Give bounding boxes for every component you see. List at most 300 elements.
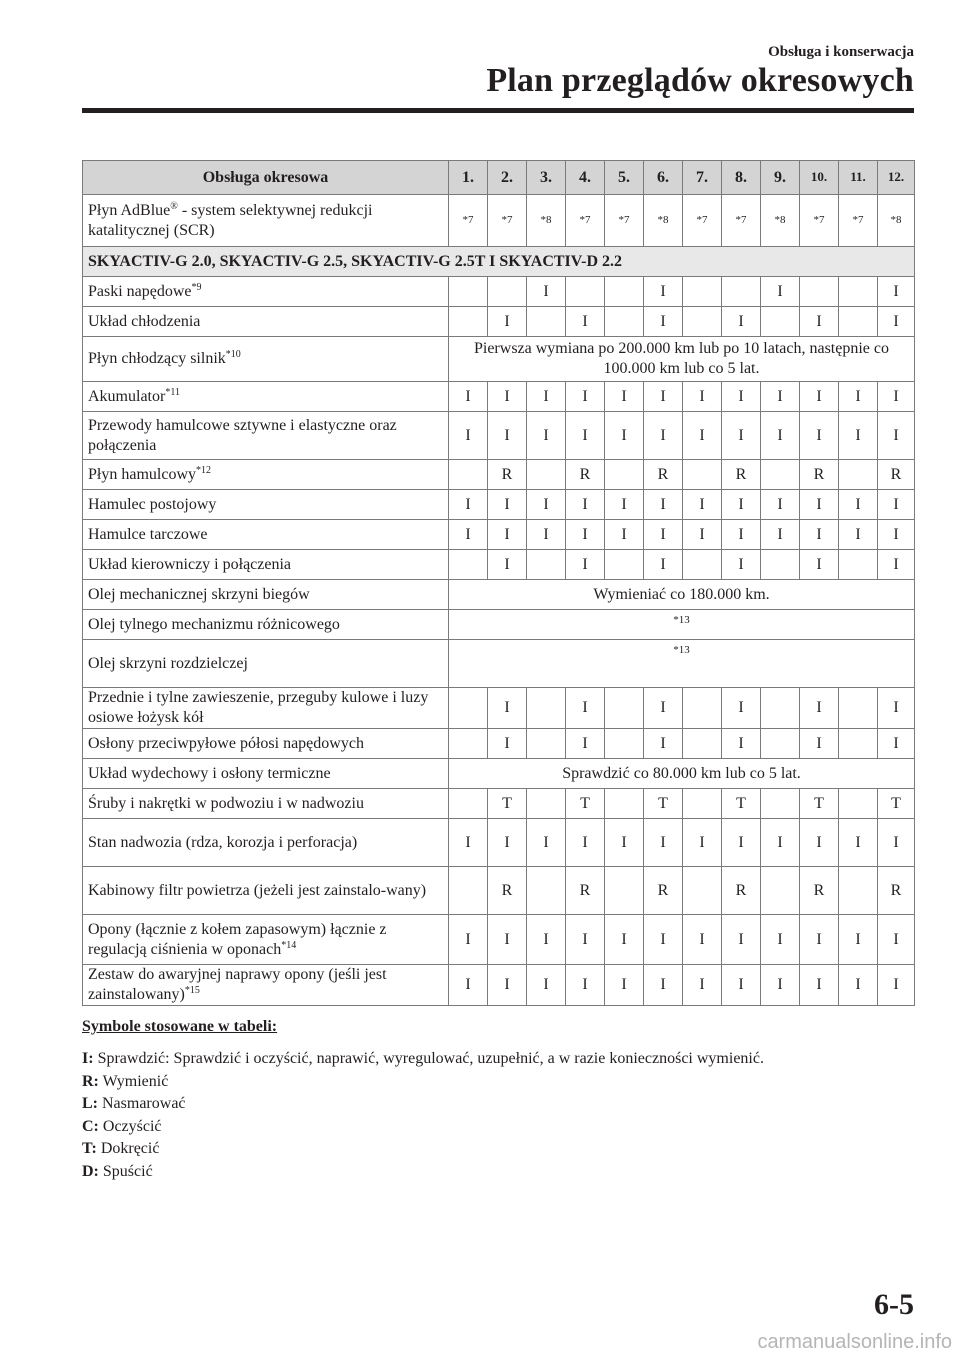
- row-label: [83, 610, 449, 640]
- row-label-text: - system selektywnej redukcji katalitycznej (SCR): [88, 201, 373, 239]
- schedule-cell: [683, 789, 722, 819]
- schedule-cell: R: [878, 867, 915, 915]
- footnote-ref-cell: *7: [449, 195, 488, 247]
- table-row: [83, 915, 915, 965]
- page-title: Plan przeglądów okresowych: [486, 62, 914, 99]
- table-row: [83, 819, 915, 867]
- schedule-cell: R: [722, 867, 761, 915]
- schedule-cell: I: [566, 412, 605, 460]
- schedule-cell: T: [800, 789, 839, 819]
- schedule-cell: I: [683, 819, 722, 867]
- schedule-cell: [683, 307, 722, 337]
- schedule-cell: I: [800, 490, 839, 520]
- legend-text: Wymienić: [102, 1072, 169, 1090]
- row-label: [83, 915, 449, 965]
- schedule-cell: I: [644, 277, 683, 307]
- schedule-cell: I: [566, 520, 605, 550]
- row-label: [83, 195, 449, 247]
- schedule-cell: I: [644, 550, 683, 580]
- schedule-cell: [605, 307, 644, 337]
- schedule-cell: [839, 789, 878, 819]
- footnote-ref-cell: *8: [761, 195, 800, 247]
- legend-item: [82, 1093, 764, 1116]
- schedule-cell: [605, 550, 644, 580]
- schedule-cell: I: [527, 412, 566, 460]
- schedule-cell: R: [800, 460, 839, 490]
- row-label-text: Opony (łącznie z kołem zapasowym) łącznie z regulacją ciśnienia w oponach: [88, 920, 387, 958]
- schedule-cell: I: [449, 382, 488, 412]
- schedule-cell: R: [800, 867, 839, 915]
- schedule-cell: I: [878, 819, 915, 867]
- row-label-text: Paski napędowe: [88, 282, 192, 300]
- footnote-marker: *11: [165, 386, 180, 398]
- row-label: [83, 490, 449, 520]
- schedule-cell: T: [722, 789, 761, 819]
- schedule-cell: [800, 277, 839, 307]
- schedule-cell: I: [800, 688, 839, 729]
- table-row: [83, 307, 915, 337]
- schedule-cell: I: [878, 490, 915, 520]
- maintenance-schedule-table: [82, 160, 915, 1006]
- schedule-cell: [605, 460, 644, 490]
- schedule-cell: I: [683, 965, 722, 1006]
- footnote-ref-cell: *8: [527, 195, 566, 247]
- table-row: [83, 965, 915, 1006]
- row-label: [83, 759, 449, 789]
- schedule-cell: I: [839, 819, 878, 867]
- schedule-cell: I: [488, 915, 527, 965]
- section-heading: Obsługa i konserwacja: [768, 44, 914, 60]
- footnote-ref-cell: *8: [878, 195, 915, 247]
- schedule-cell: I: [800, 520, 839, 550]
- schedule-cell: I: [644, 819, 683, 867]
- schedule-cell: I: [800, 307, 839, 337]
- table-row: [83, 277, 915, 307]
- schedule-cell: I: [878, 382, 915, 412]
- schedule-cell: I: [683, 382, 722, 412]
- schedule-cell: I: [449, 520, 488, 550]
- schedule-cell: I: [722, 915, 761, 965]
- schedule-cell: R: [722, 460, 761, 490]
- column-header-service: Obsługa okresowa: [83, 161, 449, 195]
- schedule-cell: I: [605, 915, 644, 965]
- schedule-cell: I: [878, 915, 915, 965]
- schedule-cell: [605, 867, 644, 915]
- schedule-cell: I: [878, 688, 915, 729]
- schedule-cell: I: [761, 277, 800, 307]
- schedule-cell: I: [878, 550, 915, 580]
- schedule-cell: I: [878, 277, 915, 307]
- schedule-cell: [449, 277, 488, 307]
- interval-header: 1.: [449, 161, 488, 195]
- schedule-cell: I: [800, 965, 839, 1006]
- schedule-cell: I: [488, 490, 527, 520]
- interval-header: 8.: [722, 161, 761, 195]
- watermark: carmanualsonline.info: [757, 1331, 952, 1353]
- schedule-cell: [527, 550, 566, 580]
- schedule-cell: I: [488, 382, 527, 412]
- row-label-text: Zestaw do awaryjnej naprawy opony (jeśli jest zainstalowany): [88, 966, 387, 1003]
- row-label: [83, 460, 449, 490]
- footnote-ref-cell: *8: [644, 195, 683, 247]
- schedule-cell: I: [761, 965, 800, 1006]
- schedule-cell: I: [839, 382, 878, 412]
- schedule-cell: [722, 277, 761, 307]
- schedule-cell: I: [722, 490, 761, 520]
- schedule-cell: I: [878, 307, 915, 337]
- schedule-cell: [527, 729, 566, 759]
- table-row: [83, 460, 915, 490]
- table-row: [83, 610, 915, 640]
- row-label: [83, 382, 449, 412]
- schedule-cell: [566, 277, 605, 307]
- schedule-cell: I: [527, 490, 566, 520]
- footnote-marker: *10: [225, 349, 241, 360]
- row-label-text: Olej skrzyni rozdzielczej: [88, 654, 248, 672]
- schedule-cell: I: [722, 307, 761, 337]
- schedule-cell: [683, 277, 722, 307]
- schedule-cell: [839, 729, 878, 759]
- schedule-cell: [449, 550, 488, 580]
- footnote-marker: *15: [184, 985, 200, 996]
- row-label: [83, 819, 449, 867]
- schedule-cell: I: [644, 382, 683, 412]
- schedule-cell: I: [449, 965, 488, 1006]
- interval-header: 7.: [683, 161, 722, 195]
- schedule-cell: I: [800, 412, 839, 460]
- row-label-text: Układ chłodzenia: [88, 312, 201, 330]
- schedule-cell: I: [761, 819, 800, 867]
- row-label: [83, 965, 449, 1006]
- schedule-cell: I: [878, 965, 915, 1006]
- row-label: [83, 412, 449, 460]
- row-label-text: Osłony przeciwpyłowe półosi napędowych: [88, 734, 364, 752]
- row-label: [83, 640, 449, 688]
- schedule-note: Pierwsza wymiana po 200.000 km lub po 10 latach, następnie co 100.000 km lub co 5 lat.: [449, 337, 915, 382]
- row-label-text: Płyn hamulcowy: [88, 465, 196, 483]
- legend-key: D:: [82, 1162, 99, 1180]
- legend-item: [82, 1138, 764, 1161]
- schedule-cell: [839, 688, 878, 729]
- legend-text: Sprawdzić: Sprawdzić i oczyścić, naprawić, wyregulować, uzupełnić, a w razie konieczności wymienić.: [97, 1050, 764, 1067]
- schedule-cell: [761, 729, 800, 759]
- interval-header: 5.: [605, 161, 644, 195]
- schedule-cell: I: [527, 915, 566, 965]
- schedule-cell: I: [566, 819, 605, 867]
- table-row: [83, 729, 915, 759]
- schedule-cell: [527, 307, 566, 337]
- schedule-cell: I: [722, 819, 761, 867]
- schedule-cell: I: [566, 550, 605, 580]
- footnote-ref-cell: *7: [683, 195, 722, 247]
- schedule-cell: I: [839, 965, 878, 1006]
- footnote-marker: *14: [281, 939, 297, 951]
- schedule-cell: I: [722, 688, 761, 729]
- schedule-cell: R: [878, 460, 915, 490]
- legend-text: Oczyścić: [102, 1117, 162, 1135]
- table-row: [83, 789, 915, 819]
- schedule-cell: I: [566, 729, 605, 759]
- row-label-text: Akumulator: [88, 387, 166, 405]
- row-label-text: Płyn AdBlue: [88, 201, 171, 219]
- schedule-cell: I: [761, 915, 800, 965]
- schedule-cell: I: [527, 520, 566, 550]
- table-row: [83, 867, 915, 915]
- legend-key: C:: [82, 1117, 99, 1135]
- schedule-cell: I: [761, 412, 800, 460]
- schedule-cell: I: [566, 382, 605, 412]
- table-row: [83, 382, 915, 412]
- schedule-cell: I: [878, 520, 915, 550]
- legend-item: [82, 1048, 764, 1071]
- schedule-cell: I: [722, 729, 761, 759]
- schedule-cell: R: [566, 867, 605, 915]
- table-row: [83, 580, 915, 610]
- legend-key: I:: [82, 1050, 94, 1067]
- schedule-cell: T: [566, 789, 605, 819]
- row-label: [83, 729, 449, 759]
- schedule-cell: I: [878, 729, 915, 759]
- legend-title: Symbole stosowane w tabeli:: [82, 1018, 278, 1035]
- schedule-cell: [761, 688, 800, 729]
- legend-key: T:: [82, 1140, 97, 1157]
- schedule-note: Sprawdzić co 80.000 km lub co 5 lat.: [449, 759, 915, 789]
- schedule-cell: [683, 688, 722, 729]
- registered-mark: ®: [170, 200, 178, 212]
- row-label: [83, 550, 449, 580]
- schedule-cell: [527, 867, 566, 915]
- schedule-cell: I: [605, 520, 644, 550]
- row-label: [83, 520, 449, 550]
- schedule-cell: [839, 277, 878, 307]
- interval-header: 10.: [800, 161, 839, 195]
- schedule-cell: I: [722, 965, 761, 1006]
- table-row: [83, 520, 915, 550]
- row-label-text: Stan nadwozia (rdza, korozja i perforacja): [88, 833, 358, 851]
- footnote-marker: *9: [191, 281, 202, 293]
- schedule-cell: I: [449, 915, 488, 965]
- row-label-text: Układ wydechowy i osłony termiczne: [88, 764, 331, 782]
- schedule-cell: [761, 460, 800, 490]
- row-label: [83, 580, 449, 610]
- schedule-cell: I: [722, 520, 761, 550]
- table-row: [83, 337, 915, 382]
- schedule-cell: I: [605, 965, 644, 1006]
- schedule-cell: I: [566, 307, 605, 337]
- row-label-text: Hamulce tarczowe: [88, 525, 208, 543]
- schedule-cell: [761, 307, 800, 337]
- interval-header: 6.: [644, 161, 683, 195]
- interval-header: 4.: [566, 161, 605, 195]
- table-row: [83, 640, 915, 688]
- schedule-cell: [449, 729, 488, 759]
- engine-section-title: SKYACTIV-G 2.0, SKYACTIV-G 2.5, SKYACTIV-G 2.5T I SKYACTIV-D 2.2: [83, 247, 915, 277]
- row-label: [83, 789, 449, 819]
- schedule-cell: R: [488, 460, 527, 490]
- table-row: [83, 195, 915, 247]
- schedule-cell: [839, 307, 878, 337]
- table-row: [83, 550, 915, 580]
- schedule-cell: [839, 550, 878, 580]
- row-label: [83, 277, 449, 307]
- schedule-cell: I: [683, 412, 722, 460]
- schedule-cell: I: [449, 819, 488, 867]
- schedule-cell: I: [644, 490, 683, 520]
- schedule-cell: [449, 789, 488, 819]
- row-label-text: Olej tylnego mechanizmu różnicowego: [88, 615, 340, 633]
- schedule-cell: R: [566, 460, 605, 490]
- page-number: 6-5: [874, 1288, 914, 1321]
- schedule-cell: I: [644, 307, 683, 337]
- schedule-cell: I: [800, 915, 839, 965]
- schedule-cell: [839, 460, 878, 490]
- row-label-text: Kabinowy filtr powietrza (jeżeli jest zainstalo-wany): [88, 881, 427, 899]
- schedule-cell: I: [644, 688, 683, 729]
- table-row: [83, 412, 915, 460]
- schedule-cell: I: [605, 382, 644, 412]
- schedule-cell: I: [527, 965, 566, 1006]
- schedule-cell: I: [800, 550, 839, 580]
- schedule-cell: I: [839, 490, 878, 520]
- schedule-cell: [761, 867, 800, 915]
- schedule-cell: I: [605, 412, 644, 460]
- row-label-text: Przewody hamulcowe sztywne i elastyczne oraz połączenia: [88, 416, 397, 454]
- schedule-cell: I: [488, 729, 527, 759]
- schedule-cell: I: [488, 550, 527, 580]
- schedule-cell: [449, 867, 488, 915]
- schedule-cell: I: [566, 490, 605, 520]
- row-label-text: Przednie i tylne zawieszenie, przeguby kulowe i luzy osiowe łożysk kół: [88, 689, 429, 726]
- schedule-cell: I: [566, 965, 605, 1006]
- legend-item: [82, 1071, 764, 1094]
- schedule-cell: I: [644, 965, 683, 1006]
- schedule-cell: I: [800, 729, 839, 759]
- row-label: [83, 337, 449, 382]
- schedule-cell: I: [722, 382, 761, 412]
- engine-section-row: [83, 247, 915, 277]
- schedule-cell: I: [449, 412, 488, 460]
- table-row: [83, 759, 915, 789]
- schedule-cell: I: [761, 520, 800, 550]
- schedule-cell: [449, 688, 488, 729]
- interval-header: 9.: [761, 161, 800, 195]
- schedule-cell: I: [527, 382, 566, 412]
- schedule-cell: T: [644, 789, 683, 819]
- footnote-ref-cell: *7: [800, 195, 839, 247]
- schedule-cell: [839, 867, 878, 915]
- schedule-cell: I: [605, 819, 644, 867]
- schedule-cell: I: [488, 688, 527, 729]
- schedule-cell: [605, 688, 644, 729]
- footnote-ref-cell: *7: [566, 195, 605, 247]
- schedule-cell: R: [644, 460, 683, 490]
- schedule-cell: I: [644, 412, 683, 460]
- schedule-cell: I: [761, 490, 800, 520]
- schedule-cell: I: [722, 550, 761, 580]
- schedule-cell: I: [449, 490, 488, 520]
- row-label-text: Śruby i nakrętki w podwoziu i w nadwoziu: [88, 794, 364, 812]
- table-header-row: [83, 161, 915, 195]
- schedule-cell: I: [488, 412, 527, 460]
- schedule-cell: I: [644, 520, 683, 550]
- schedule-note: Wymieniać co 180.000 km.: [449, 580, 915, 610]
- schedule-cell: I: [566, 915, 605, 965]
- schedule-cell: [605, 789, 644, 819]
- schedule-cell: [761, 550, 800, 580]
- legend-text: Dokręcić: [100, 1140, 160, 1157]
- schedule-cell: R: [644, 867, 683, 915]
- schedule-cell: [527, 688, 566, 729]
- legend-item: [82, 1161, 764, 1184]
- schedule-cell: I: [566, 688, 605, 729]
- footnote-marker: *12: [196, 464, 211, 476]
- footnote-ref-cell: *7: [605, 195, 644, 247]
- header-divider: [82, 108, 914, 113]
- schedule-cell: [449, 460, 488, 490]
- schedule-cell: I: [644, 915, 683, 965]
- schedule-cell: I: [527, 819, 566, 867]
- footnote-ref-cell: *7: [722, 195, 761, 247]
- table-row: [83, 688, 915, 729]
- legend-text: Nasmarować: [102, 1095, 186, 1112]
- schedule-cell: R: [488, 867, 527, 915]
- schedule-cell: I: [605, 490, 644, 520]
- schedule-cell: [449, 307, 488, 337]
- schedule-cell: T: [878, 789, 915, 819]
- schedule-cell: [488, 277, 527, 307]
- interval-header: 3.: [527, 161, 566, 195]
- legend-key: R:: [82, 1072, 99, 1090]
- schedule-cell: I: [839, 412, 878, 460]
- schedule-cell: I: [839, 915, 878, 965]
- schedule-cell: [683, 867, 722, 915]
- schedule-cell: I: [488, 965, 527, 1006]
- schedule-cell: I: [488, 307, 527, 337]
- footnote-ref-cell: *7: [488, 195, 527, 247]
- schedule-cell: [683, 729, 722, 759]
- schedule-cell: I: [488, 819, 527, 867]
- legend-key: L:: [82, 1095, 98, 1112]
- schedule-cell: [527, 789, 566, 819]
- schedule-cell: I: [683, 520, 722, 550]
- schedule-cell: I: [683, 915, 722, 965]
- schedule-cell: [683, 550, 722, 580]
- schedule-cell: I: [722, 412, 761, 460]
- schedule-cell: [683, 460, 722, 490]
- row-label: [83, 688, 449, 729]
- row-label-text: Hamulec postojowy: [88, 495, 217, 513]
- schedule-cell: I: [527, 277, 566, 307]
- table-row: [83, 490, 915, 520]
- schedule-cell: I: [683, 490, 722, 520]
- schedule-cell: I: [839, 520, 878, 550]
- schedule-cell: I: [761, 382, 800, 412]
- footnote-ref-cell: *13: [449, 640, 915, 688]
- schedule-cell: I: [878, 412, 915, 460]
- interval-header: 12.: [878, 161, 915, 195]
- row-label: [83, 867, 449, 915]
- row-label-text: Olej mechanicznej skrzyni biegów: [88, 585, 310, 603]
- interval-header: 11.: [839, 161, 878, 195]
- row-label: [83, 307, 449, 337]
- symbol-legend: [82, 1018, 764, 1183]
- schedule-cell: I: [644, 729, 683, 759]
- row-label-text: Układ kierowniczy i połączenia: [88, 555, 292, 573]
- footnote-ref-cell: *13: [449, 610, 915, 640]
- row-label-text: Płyn chłodzący silnik: [88, 350, 226, 367]
- interval-header: 2.: [488, 161, 527, 195]
- schedule-cell: [605, 729, 644, 759]
